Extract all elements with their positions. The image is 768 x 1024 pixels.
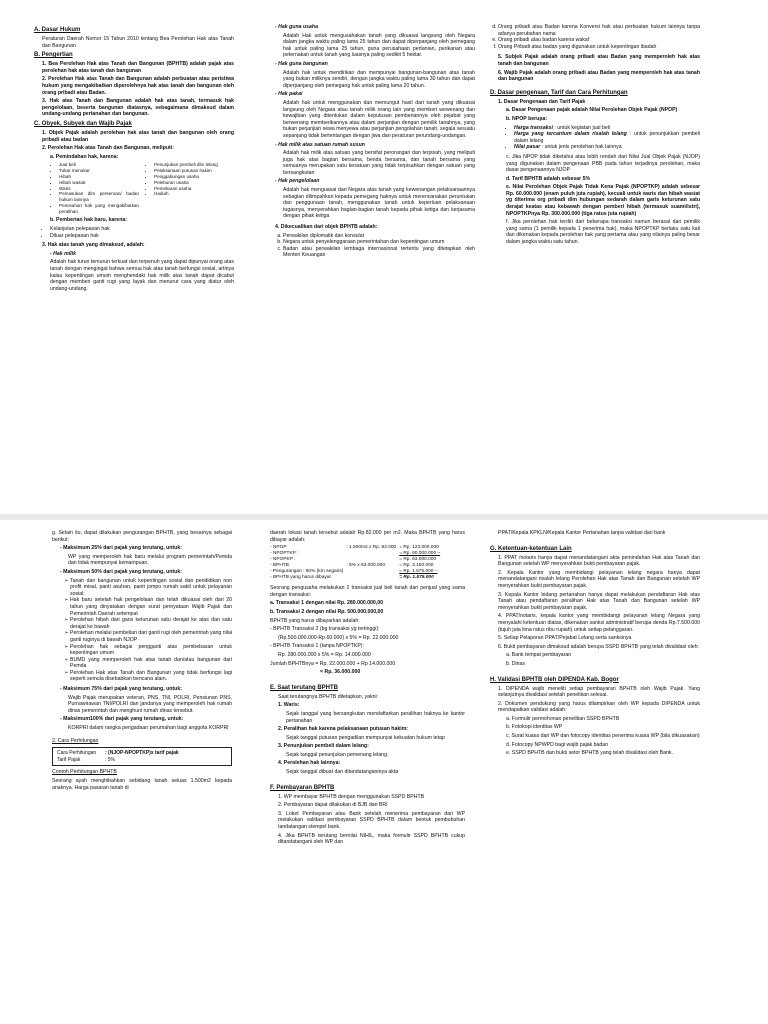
example-heading: Contoh Perhitungan BPHTB <box>52 769 117 776</box>
reduction-intro: g. Selain itu, dapat dilakukan pengurangan BPHTB, yang besarnya sebagai berikut: <box>52 530 232 543</box>
list-item: b. Negara untuk penyelenggaraan pemerintahan dan kepentingan umum <box>283 239 475 246</box>
list-item: d. Orang pribadi atau Badan karena Konversi hak atau perbuatan hukum lainnya tanpa adanya perubahan nama <box>498 24 700 37</box>
hak-milik-text: Adalah hak turun temurun terkuat dan terpenuh yang dapat dipunyai orang atas tanah dengan mengingat bahwa semua hak atas tanah berfungsi sosial, artinya kalau kepentingan umum menghendaki hak milik atas tanah dapat dicabut dengan memberi ganti rugi yang layak dan menurut cara yang diatur oleh undang-undang. <box>50 259 234 292</box>
page1-column-2 <box>275 24 475 259</box>
list-item: • Hadiah <box>154 191 234 197</box>
table-row: - NPOPTKP : = Rp. 60.000.000 – <box>270 551 441 557</box>
list-item: • Hibah wasiat <box>59 180 139 186</box>
section-b-item-2: 2. Perolehan Hak atas Tanah dan Bangunan adalah perbuatan atau peristiwa hukum yang mengakibatkan diperolehnya hak atas tanah dan bangunan oleh orang pribadi atau Badan. <box>42 76 234 96</box>
list-item: b. Dinas <box>506 660 526 667</box>
list-item: 2. Peralihan hak karena pelaksanaan putusan hakim: <box>278 726 409 733</box>
page-2 <box>0 520 768 1024</box>
case-2-b: b. Transaksi 2 dengan nilai Rp. 500.000.000,00 <box>270 608 384 615</box>
list-item: Sejak tanggal dibuat dan ditandatanganinya akta <box>286 769 399 776</box>
list-item: a. Perwakilan diplomatik dan konsulat <box>283 233 475 240</box>
hak-pakai-text: Adalah hak untuk menggunakan dan memungut hasil dari tanah yang dikuasai langsung oleh Negara atau tanah milik orang lain yang memberi wewenang dan kewajiban yang ditentukan dalam keputusan pemberiannya oleh pejabat yang berwenang memberikannya atau dalam perjanjian dengan pemilik tanahnya, yang bukan perjanjian sewa menyewa atau perjanjian pengolahan tanah, segala sesuatu sepanjang tidak bertentangan dengan jiwa dan peraturan perundang-undangan. <box>283 99 475 139</box>
list-item: • Pemekaran usaha <box>154 186 234 192</box>
list-item: ➢ Perolehan melalui pembelian dari ganti rugi oleh pemerintah yang nilai ganti ruginya di bawah NJOP <box>70 630 232 643</box>
section-g-title: G. Ketentuan-ketentuan Lain <box>490 545 572 552</box>
section-h-list <box>490 686 700 757</box>
page1-column-3 <box>490 24 700 248</box>
list-item: • Pelaksanaan putusan hakim <box>154 168 234 174</box>
page1-column-1 <box>34 24 234 294</box>
section-g-list <box>490 555 700 668</box>
table-row: - NPOP : 1.500m2 x Rp. 82.000 = Rp. 123.000.000 <box>270 545 439 551</box>
list-item: ➢ Hak baru setelah hak pengelolaan dan telah dikuasai oleh dari 20 tahun yang dinyatakan dengan surat pernyataan Wajib Pajak dan Pemerintah Daerah setempat <box>70 597 232 617</box>
section-c-item-4: 4. Dikecualikan dari objek BPHTB adalah: <box>275 224 378 231</box>
list-item: • Pemisahan hak yang mengakibatkan peralihan <box>59 203 139 215</box>
section-b-item-1: 1. Bea Perolehan Hak atas Tanah dan Bangunan (BPHTB) adalah pajak atas perolehan hak atas tanah dan bangunan <box>42 61 234 74</box>
list-item: • Kelanjutan pelepasan hak <box>50 226 234 233</box>
hpl-heading: - Hak pengelolaan <box>275 178 320 185</box>
exclusions-list <box>275 233 475 259</box>
table-row: - BPHTB yang harus dibayar = Rp. 1.575.000 <box>270 575 434 581</box>
section-d-item-1: 1. Dasar Pengenaan dan Tarif Pajak <box>498 98 586 105</box>
list-item: Sejak tanggal penunjukan pemenang lelang. <box>286 751 389 758</box>
list-item: • Waris <box>59 186 139 192</box>
hgu-heading: - Hak guna usaha <box>275 24 318 30</box>
section-d-item-1f: f. Jika perolehan hak terdiri dari beberapa transaksi namun berasal dari pemilik yang sama (1 pemilik kepada 1 penerima hak), maka NPOPTKP berlaku satu kali dan dikenakan kepada perolehan hak yang pertama atau yang nilainya paling besar dalam jangka waktu satu tahun. <box>506 219 700 246</box>
case-2-intro: Seorang pengusaha melakukan 2 transaksi jual beli tanah dari penjual yang sama dengan transaksi: <box>270 585 465 598</box>
list-item: 4. Jika BPHTB terutang bernilai NIHIL, maka formulir SSPD BPHTB cukup ditandatangani oleh WP dan <box>278 832 465 846</box>
section-d-item-2: 2. Cara Perhitungan <box>52 737 99 744</box>
section-f-title: F. Pembayaran BPHTB <box>270 784 335 791</box>
list-item: ➢ BUMD yang memperoleh hak atas tanah dan/atau bangunan dari Pemda <box>70 657 232 670</box>
section-c-item-6: 6. Wajib Pajak adalah orang pribadi atau Badan yang memperoleh hak atas tanah dan bangunan <box>498 69 700 83</box>
list-item: e. SSPD BPHTB dan bukti setor BPHTB yang telah divalidasi oleh Bank. <box>506 750 673 757</box>
list-item: 4. PPAT/notaris, kepala kantor yang membidangi pelayanan lelang Negara yang menyalahi ketentuan diatas, dikenakan sanksi administratif berupa denda Rp.7.500.000 (tujuh juta lima ratus ribu rupiah) untuk setiap pelanggaran. <box>498 613 700 633</box>
formula-label: Cara Perhitungan <box>57 750 97 757</box>
list-item: • Jual beli <box>59 162 139 168</box>
list-item: 2. Kepala Kantor yang membidangi pelayanan lelang negara hanya dapat menandatangani risalah lelang Perolehan Hak atas Tanah dan Bangunan setelah WP menyerahkan bukti pembayaran pajak. <box>498 569 700 589</box>
list-item: 3. Kepala Kantor bidang pertanahan hanya dapat melakukan pendaftaran Hak atas Tanah atau pendaftaran peralihan Hak atas Tanah dan Bangunan setelah WP menyerahkan bukti pembayaran pajak. <box>498 591 700 611</box>
section-d-item-1a: a. Dasar Pengenaan pajak adalah Nilai Perolehan Objek Pajak (NPOP) <box>506 107 678 114</box>
list-item: e. Orang pribadi atau badan karena wakaf <box>498 37 700 44</box>
list-item: c. Surat kuasa dari WP dan fotocopy identitas penerima kuasa WP (bila dikuasakan) <box>506 733 700 740</box>
npop-list <box>490 125 700 151</box>
list-item: ➢ Perolehan Hak atas Tanah dan Bangunan yang tidak berfungsi lagi seperti semula disebabkan bencana alam. <box>70 670 232 683</box>
section-b-item-3: 3. Hak atas Tanah dan Bangunan adalah hak atas tanah, termasuk hak pengelolaan, beserta bangunan diatasnya, sebagaimana dimaksud dalam undang-undang pertanahan dan bangunan. <box>42 98 234 118</box>
list-item: 1. DIPENDA wajib meneliti setiap pembayaran BPHTB oleh Wajib Pajak. Yang selanjutnya divalidasi setelah penelitian selesai. <box>498 685 700 699</box>
list-item: • Harga yang tercantum dalam risalah lelang : untuk penunjukkan pembeli dalam lelang <box>514 131 700 144</box>
list-item: • Penggabungan usaha <box>154 174 234 180</box>
list-item: 2. Pembayaran dapat dilakukan di BJB dan BRI <box>278 802 388 809</box>
hmsrs-heading: - Hak milik atas satuan rumah susun <box>275 141 365 148</box>
section-d-item-1d: d. Tarif BPHTB adalah sebesar 5% <box>506 175 591 182</box>
tax-rate-value: : 5% <box>105 756 116 763</box>
section-c-item-2b: b. Pemberian hak baru, karena: <box>50 217 127 224</box>
case-2-c: BPHTB yang harus dibayarkan adalah: <box>270 617 360 624</box>
list-item: Sejak tanggal yang bersangkutan mendaftarkan peralihan haknya ke kantor pertanahan <box>286 710 465 724</box>
list-item: 1. Waris: <box>278 702 300 709</box>
list-item: 4. Perolehan hak lainnya: <box>278 760 341 767</box>
list-item: • Peleburan usaha <box>154 180 234 186</box>
section-d-item-1b: b. NPOP berupa: <box>506 115 548 122</box>
exclusions-list-continued <box>490 24 700 50</box>
calculation-table <box>270 545 443 581</box>
list-item: ➢ Perolehan hak sebagai pengganti atas pembebasan untuk kepentingan umum <box>70 644 232 657</box>
list-item: • Penunjukan pembeli dlm lelang <box>154 162 234 168</box>
hgb-text: Adalah hak untuk mendirikan dan mempunyai bangunan-bangunan atas tanah yang bukan miliknya sendiri, dengan jangka waktu paling lama 30 tahun dan dapat diperpanjang oleh pemegang hak untuk paling lama 20 tahun. <box>283 69 475 89</box>
list-item: • Tukar menukar <box>59 168 139 174</box>
transaction-1-label: - BPHTB Transaksi 1 (tanpa NPOPTKP): <box>270 643 364 650</box>
section-e-intro: Saat terutangnya BPHTB ditetapkan, yakni: <box>278 693 379 700</box>
new-rights-list <box>34 226 234 239</box>
example-continued: daerah lokasi tanah tersebut adalah Rp.82.000 per m2. Maka BPHTB yang harus dibayar adalah: <box>270 530 465 543</box>
list-item: • Nilai pasar : untuk jenis perolehan hak lainnya <box>514 144 700 151</box>
section-e-list <box>270 702 465 775</box>
reduction-50-list <box>52 578 232 684</box>
section-c-item-1: 1. Objek Pajak adalah perolehan hak atas tanah dan bangunan oleh orang pribadi atau badan <box>42 129 234 143</box>
page2-column-3 <box>490 530 700 759</box>
section-c-item-2: 2. Perolehan Hak atas Tanah dan Bangunan, meliputi: <box>42 145 174 152</box>
hgb-heading: - Hak guna bangunan <box>275 60 328 67</box>
list-item: a. Formulir permohonan penelitian SSPD BPHTB <box>506 715 620 722</box>
tax-rate-label: Tarif Pajak <box>57 756 81 763</box>
reduction-100-text: KORPRI dalam rangka pengadaan perumahan bagi anggota KORPRI <box>68 725 229 732</box>
list-item: 3. Loket Pembayaran atau Bank setelah menerima pembayaran dari WP melakukan validasi pembayaran SSPD BPHTB dalam bentuk pembubuhan tandatangan stempel bank. <box>278 810 465 831</box>
reduction-25-heading: - Maksimum 25% dari pajak yang terutang, untuk: <box>60 545 182 552</box>
list-item: 1. WP membayar BPHTB dengan menggunakan SSPD BPHTB <box>278 793 425 800</box>
section-c-item-5: 5. Subjek Pajak adalah orang pribadi atau Badan yang memperoleh hak atas tanah dan bangunan <box>498 54 700 67</box>
hak-milik-heading: - Hak milik <box>50 250 76 257</box>
case-2-a: a. Transaksi 1 dengan nilai Rp. 280.000.000,00 <box>270 600 384 607</box>
list-item: 2. Dokumen pendukung yang harus dilampirkan oleh WP kepada DIPENDA untuk mendapatkan validasi adalah: <box>498 700 700 714</box>
section-c-item-2a: a. Pemindahan hak, karena: <box>50 153 119 160</box>
total-value: = Rp. 36.000.000 <box>320 669 361 676</box>
section-a-title: A. Dasar Hukum <box>34 27 81 33</box>
list-item: Sejak tanggal putusan pengadilan mempunyai kekuatan hukum tetap <box>286 734 445 741</box>
calculation-formula-box <box>52 747 232 766</box>
hpl-text: Adalah hak menguasai dari Negara atas tanah yang kewenangan pelaksanaannya sebagian dilimpahkan kepada pemegang haknya untuk merencanakan peruntukan dan penggunaan tanah, menggunakan tanah untuk keperluan pelaksanaan tugasnya, menyerahkan bagian-bagian tanah kepada pihak ketiga dan kerjasama dengan pihak ketiga <box>283 187 475 220</box>
page2-column-2 <box>270 530 465 848</box>
list-item: d. Fotocopy NPWPD bagi wajib pajak badan <box>506 741 609 748</box>
list-item: b. Fotokopi identitas WP <box>506 724 563 731</box>
list-item: 6. Bukti pembayaran dimaksud adalah berupa SSPD BPHTB yang telah divalidasi oleh: <box>498 643 699 650</box>
reduction-100-heading: - Maksimum100% dari pajak yang terutang, untuk: <box>60 716 184 723</box>
reduction-75-heading: - Maksimum 75% dari pajak yang terutang, untuk: <box>60 686 182 693</box>
reduction-75-text: Wajib Pajak merupakan veteran, PNS, TNI, POLRI, Pensiunan PNS, Purnawirawan TNI/POLRI dan jandanya yang memperoleh hak rumah dinas pemerintah dan menghuni rumah dinas tersebut. <box>68 694 232 714</box>
reduction-25-text: WP yang memperoleh hak baru melalui program pemerintah/Pemda dan tidak mempunyai kemampuan. <box>68 553 232 567</box>
hgu-text: Adalah Hak untuk mengusahakan tanah yang dikuasai langsung oleh Negara dalam jangka waktu paling lama 25 tahun dan dapat diperpanjang oleh pemegang hak untuk paling lama 25 tahun, guna perusahaan pertanian, perikanan atau peternakan untuk tanah yang luasnya paling sedikit 5 hektar. <box>283 32 475 59</box>
formula-value: : (NJOP-NPOPTKP)x tarif pajak <box>105 750 179 757</box>
section-h-title: H. Validasi BPHTB oleh DIPENDA Kab. Bogor <box>490 676 619 683</box>
section-e-title: E. Saat terutang BPHTB <box>270 684 339 691</box>
transaction-1-calc: Rp. 280.000.000 x 5% = Rp. 14.000.000 <box>278 651 371 658</box>
list-item: • Harga transaksi : untuk kegiatan jual beli <box>514 125 700 132</box>
list-item: • Hibah <box>59 174 139 180</box>
table-row: - BPHTB : 5% x 63.000.000 = Rp. 3.150.000 <box>270 563 434 569</box>
section-c-title: C. Obyek, Subyek dan Wajib Pajak <box>34 120 132 127</box>
page2-column-1 <box>52 530 232 793</box>
total-label: Jumlah BPHTBnya = Rp. 22.000.000 + Rp 14.000.000 <box>270 660 396 667</box>
transfer-reasons-list <box>34 162 234 214</box>
transaction-2-label: - BPHTB Transaksi 2 (bg transaksi yg tertinggi): <box>270 626 380 633</box>
list-item: 1. PPAT /notaris hanya dapat menandatangani akta pemindahan Hak atas Tanah dan Bangunan setelah WP menyerahkan bukti pembayaran pajak. <box>498 554 700 568</box>
reduction-50-heading: - Maksimum 50% dari pajak yang terutang, untuk: <box>60 568 182 575</box>
table-row: - Pengurangan : 50% (krn segaris) = Rp. 1.575.000 – <box>270 569 438 575</box>
list-item: a. Bank tempat pembayaran <box>506 652 572 659</box>
hak-pakai-heading: - Hak pakai <box>275 91 303 98</box>
list-item: 5. Setiap Pelaporan PPAT/Pejabat Lelang serta sanksinya <box>498 635 632 642</box>
hmsrs-text: Adalah hak milik atas satuan yang bersifat perorangan dan terpisah, yang meliputi juga hak atas bagian bersama, benda bersama, dan tanah bersama yang semuanya merupakan satu kesatuan yang tidak terpisahkan dengan satuan yang bersangkutan <box>283 150 475 176</box>
list-item: ➢ Perolehan hibah dari garis keturunan satu derajat ke atas dan satu derajat ke bawah <box>70 617 232 630</box>
section-d-title: D. Dasar pengenaan, Tarif dan Cara Perhitungan <box>490 89 628 96</box>
example-text: Seorang ayah menghibahkan sebidang tanah seluas 1.500m2 kepada anaknya. Harga pasaran tanah di <box>52 778 232 791</box>
list-item: f. Orang Pribadi atau badan yang digunakan untuk kepentingan ibadah <box>498 44 700 51</box>
section-f-list <box>270 794 465 846</box>
section-d-item-1e: e. Nilai Perolehan Objek Pajak Tidak Kena Pajak (NPOPTKP) adalah sebesar Rp. 60.000.000 (enam puluh juta rupiah), kecuali untuk waris dan hibah wasiat yg diterima org pribadi dlm hubungan sedarah dalam garis keturunan satu derajat keatas atau kebawah dengan pemberi hibah (termasuk suami/istri), NPOPTKPnya Rp. 300.000.000 (tiga ratus juta rupiah) <box>506 184 700 217</box>
list-item: 3. Penunjukan pembeli dalam lelang: <box>278 743 369 750</box>
section-c-item-3: 3. Hak atas tanah yang dimaksud, adalah: <box>42 242 145 249</box>
list-item: • Diluar pelepasan hak <box>50 233 234 240</box>
section-a-text: Peraturan Daerah Nomor 15 Tahun 2010 tentang Bea Perolehan Hak atas Tanah dan Bangunan <box>42 36 234 49</box>
list-item: c. Badan atau perwakilan lembaga internasional tertentu yang ditetapkan oleh Menteri Keuangan <box>283 246 475 259</box>
table-row: - NPOPKP : = Rp. 63.000.000 <box>270 557 437 563</box>
section-f-continued: PPAT/Kepala KPKLN/Kepala Kantor Pertanahan tanpa validasi dari bank <box>498 530 666 536</box>
list-item: • Pemasukan dlm perseroan/ badan hukum lainnya <box>59 191 139 203</box>
list-item: ➢ Tanah dan bangunan untuk kepentingan sosial dan pendidikan non profit misal, panti asuhan, panti jompo rumah sakit untuk pelayanan sosial; <box>70 578 232 598</box>
transaction-2-calc: (Rp.500.000.000-Rp.60.000) x 5% = Rp. 22.000.000 <box>278 634 399 641</box>
section-b-title: B. Pengertian <box>34 52 73 59</box>
section-d-item-1c: c. Jika NPOP tidak diketahui atau lebih rendah dari Nilai Jual Objek Pajak (NJOP) yang digunakan dalam pengenaan PBB pada tahun terjadinya perolehan, maka dasar pengenaannya NJOP <box>506 153 700 174</box>
